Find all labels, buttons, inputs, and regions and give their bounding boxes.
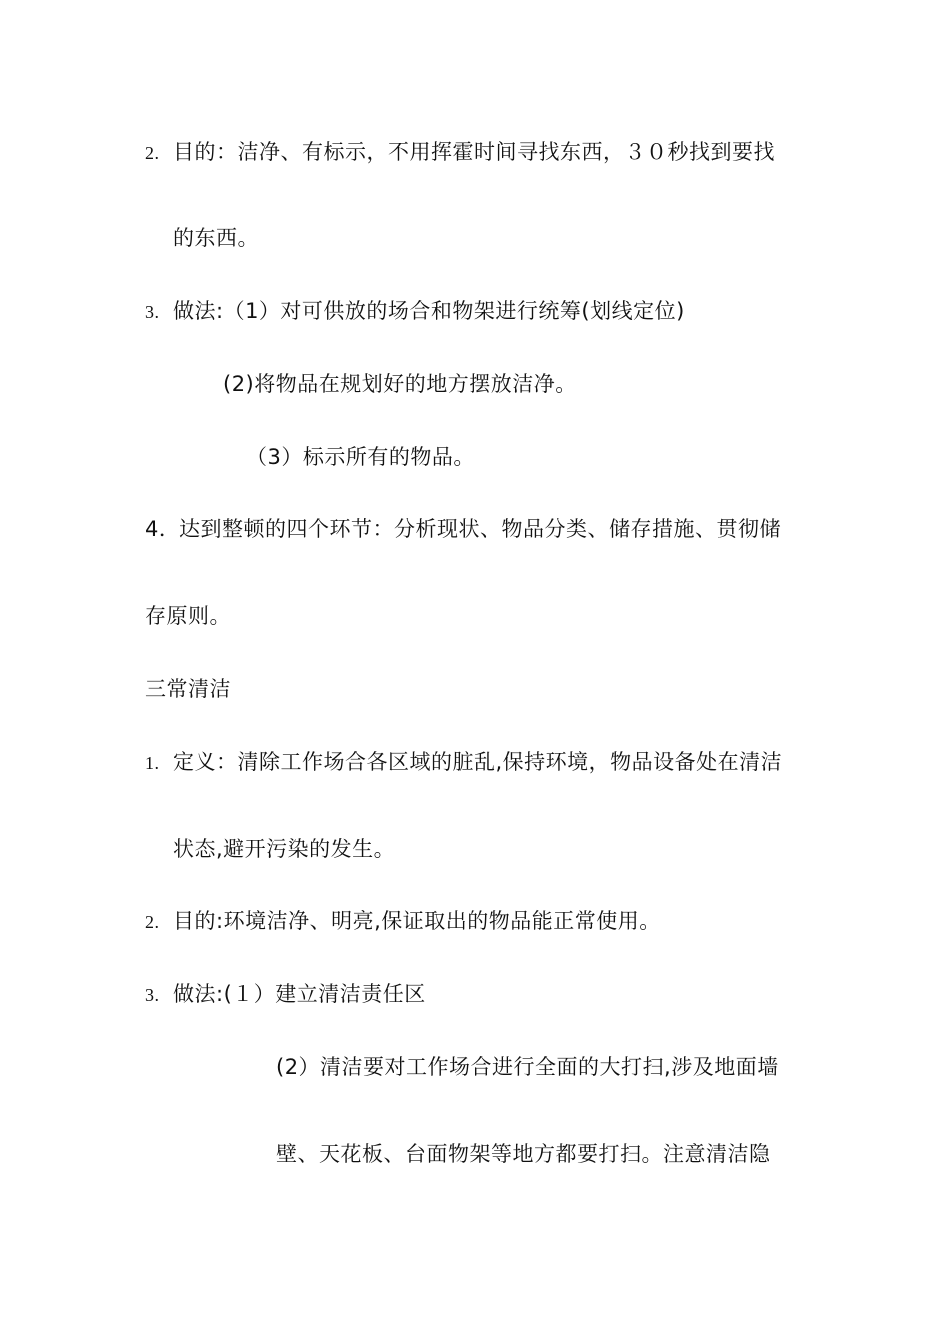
list-item-purpose bbox=[145, 907, 661, 936]
list-number: 2. bbox=[145, 912, 160, 932]
list-item-definition bbox=[145, 748, 782, 777]
list-item-purpose bbox=[145, 138, 775, 167]
list-number: 2. bbox=[145, 143, 160, 163]
section-heading-text: 三常清洁 bbox=[145, 677, 231, 701]
list-item-method bbox=[145, 980, 426, 1009]
paragraph-text: 壁、天花板、台面物架等地方都要打扫。注意清洁隐 bbox=[276, 1142, 771, 1166]
paragraph-text: 目的：洁净、有标示，不用挥霍时间寻找东西，３０秒找到要找 bbox=[173, 140, 775, 164]
list-number: 3. bbox=[145, 985, 160, 1005]
paragraph-text: 做法:（1）对可供放的场合和物架进行统筹(划线定位) bbox=[173, 299, 685, 323]
section-heading bbox=[145, 675, 231, 703]
paragraph-continuation bbox=[276, 1140, 771, 1168]
paragraph-text: （3）标示所有的物品。 bbox=[246, 445, 475, 469]
list-item-method bbox=[145, 297, 685, 326]
list-number: 3. bbox=[145, 302, 160, 322]
method-step-2 bbox=[276, 1053, 779, 1081]
paragraph-text: 存原则。 bbox=[145, 604, 231, 628]
list-number: 1. bbox=[145, 753, 160, 773]
method-step-2 bbox=[223, 370, 577, 398]
paragraph-text: 的东西。 bbox=[173, 226, 259, 250]
paragraph-text: (2)将物品在规划好的地方摆放洁净。 bbox=[223, 372, 577, 396]
paragraph-continuation bbox=[173, 224, 259, 252]
paragraph-continuation bbox=[173, 835, 395, 863]
paragraph-text: 做法:(１）建立清洁责任区 bbox=[173, 982, 426, 1006]
list-number: 4． bbox=[145, 517, 181, 541]
paragraph-text: (2）清洁要对工作场合进行全面的大打扫,涉及地面墙 bbox=[276, 1055, 779, 1079]
paragraph-text: 达到整顿的四个环节：分析现状、物品分类、储存措施、贯彻储 bbox=[179, 517, 781, 541]
method-step-3 bbox=[246, 443, 475, 471]
paragraph-continuation bbox=[145, 602, 231, 630]
paragraph-text: 状态,避开污染的发生。 bbox=[173, 837, 396, 861]
paragraph-text: 目的:环境洁净、明亮,保证取出的物品能正常使用。 bbox=[173, 909, 661, 933]
paragraph-text: 定义：清除工作场合各区域的脏乱,保持环境，物品设备处在清洁 bbox=[173, 750, 783, 774]
list-item-four-steps bbox=[145, 515, 781, 543]
